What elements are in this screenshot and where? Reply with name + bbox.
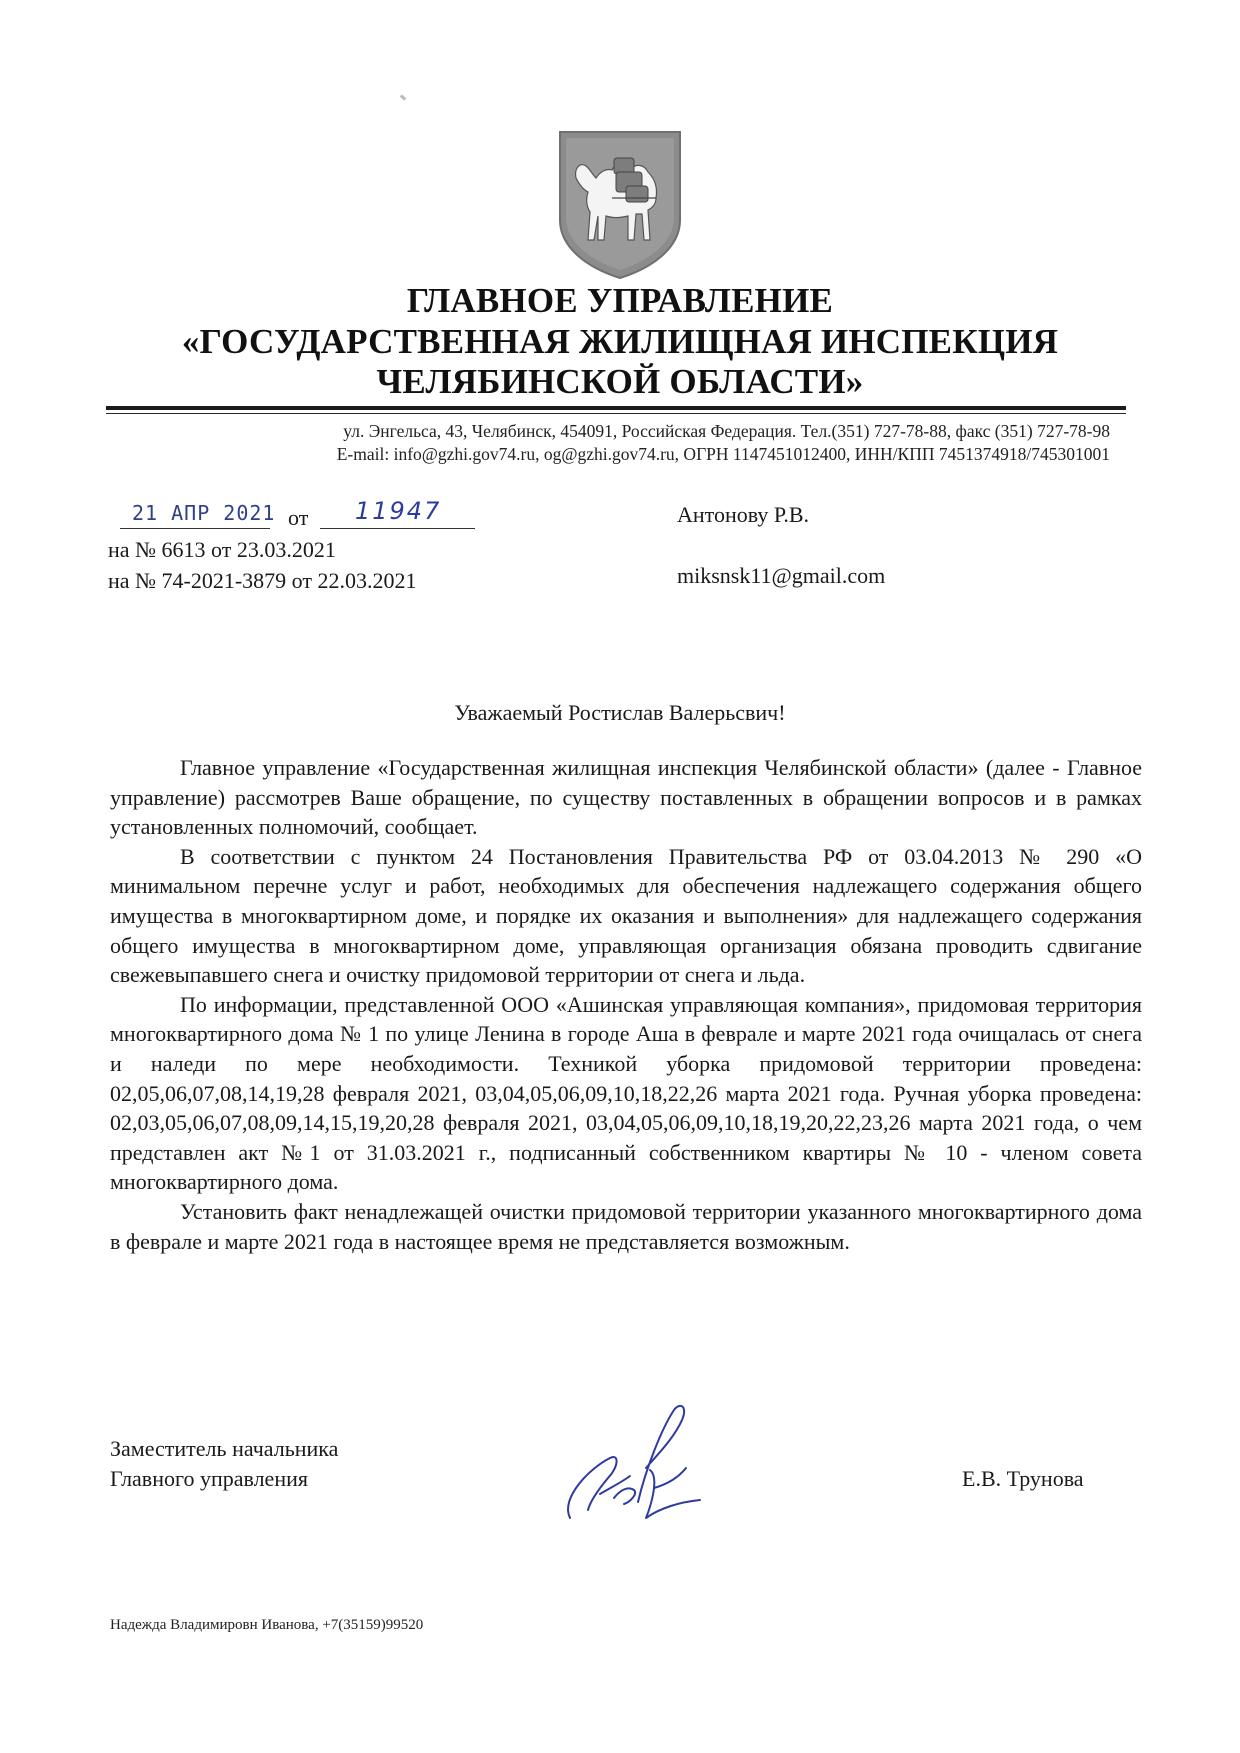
letter-body [110, 753, 1142, 1256]
body-paragraph-2: В соответствии с пунктом 24 Постановления Правительства РФ от 03.04.2013 № 290 «О минимальном перечне услуг и работ, необходимых для обеспечения надлежащего содержания общего имущества в многоквартирном доме, и порядке их оказания и выполнения» для надлежащего содержания общего имущества в многоквартирном доме, управляющая организация обязана проводить сдвигание свежевыпавшего снега и очистку придомовой территории от снега и льда. [110, 843, 1142, 988]
registration-line [110, 497, 630, 537]
executor-contact: Надежда Владимировн Иванова, +7(35159)99520 [110, 1617, 424, 1633]
body-paragraph-1: Главное управление «Государственная жилищная инспекция Челябинской области» (далее - Главное управление) рассмотрев Ваше обращение, по существу поставленных в обращении вопросов и в рамках установленных полномочий, сообщает. [110, 755, 1142, 840]
handwritten-signature-icon [550, 1398, 750, 1538]
signer-position [110, 1434, 338, 1494]
contacts-email-line: E-mail: info@gzhi.gov74.ru, og@gzhi.gov74.ru, ОГРН 1147451012400, ИНН/КПП 7451374918/745301001 [336, 444, 1110, 464]
reference-line-1: на № 6613 от 23.03.2021 [108, 537, 336, 562]
scan-speck [400, 94, 407, 100]
number-underline [320, 528, 475, 529]
date-underline [120, 528, 270, 529]
addressee-name: Антонову Р.В. [677, 502, 810, 527]
reference-line-2: на № 74-2021-3879 от 22.03.2021 [108, 568, 417, 593]
date-stamp: 21 АПР 2021 [132, 501, 276, 525]
body-paragraph-3: По информации, представленной ООО «Ашинская управляющая компания», придомовая территория многоквартирного дома № 1 по улице Ленина в городе Аша в феврале и марте 2021 года очищалась от снега и наледи по мере необходимости. Техникой уборка придомовой территории проведена: 02,05,06,07,08,14,19,28 февраля 2021, 03,04,05,06,09,10,18,22,26 марта 2021 года. Ручная уборка проведена: 02,03,05,06,07,08,09,14,15,19,20,28 февраля 2021, 03,04,05,06,09,10,18,19,20,22,23,26 марта 2021 года, о чем представлен акт №1 от 31.03.2021 г., подписанный собственником квартиры № 10 - членом совета многоквартирного дома. [110, 991, 1142, 1195]
ot-label: от [288, 505, 309, 530]
body-paragraph-4: Установить факт ненадлежащей очистки придомовой территории указанного многоквартирного дома в феврале и марте 2021 года в настоящее время не представляется возможным. [110, 1198, 1142, 1254]
contacts-address-line: ул. Энгельса, 43, Челябинск, 454091, Российская Федерация. Тел.(351) 727-78-88, факс (351) 727-78-98 [343, 421, 1110, 441]
signer-position-line1: Заместитель начальника [110, 1436, 339, 1461]
signer-position-line2: Главного управления [110, 1466, 308, 1491]
header-divider-thick [106, 406, 1126, 410]
org-title-line3: ЧЕЛЯБИНСКОЙ ОБЛАСТИ» [376, 362, 864, 401]
org-title-line2: «ГОСУДАРСТВЕННАЯ ЖИЛИЩНАЯ ИНСПЕКЦИЯ [181, 322, 1059, 361]
signer-name: Е.В. Трунова [962, 1466, 1084, 1491]
addressee-email: miksnsk11@gmail.com [677, 563, 886, 588]
org-title-line1: ГЛАВНОЕ УПРАВЛЕНИЕ [406, 281, 834, 320]
registration-number: 11947 [355, 497, 442, 525]
salutation: Уважаемый Ростислав Валерьсвич! [454, 700, 786, 725]
header-divider-thin [106, 413, 1126, 414]
coat-of-arms-icon [556, 128, 684, 280]
